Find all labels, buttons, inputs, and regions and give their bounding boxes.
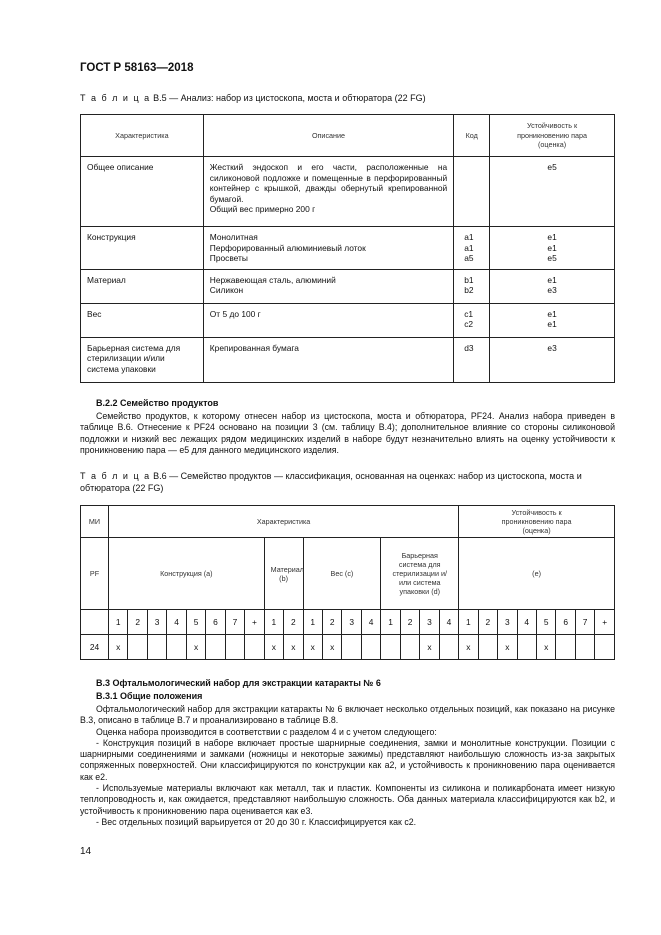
paragraph: Оценка набора производится в соответствии с разделом 4 и с учетом следующего: [96, 726, 437, 737]
section-b3-title: В.3 Офтальмологический набор для экстракции катаракты № 6 [96, 678, 381, 688]
rating-line: е5 [547, 253, 557, 263]
cell-description [203, 157, 453, 227]
paragraph: Семейство продуктов, к которому отнесен набор из цистоскопа, моста и обтюратора, PF24. Анализ набора приведен в таблице В.6. Отнесение к PF24 основано на позиции 3 (см. таблицу В.4); дополнительное влияние со стороны силиконовой подложки и низкий вес лежащих рядом медицинских изделий в наборе будут незначительно влиять на оценку устойчивости к проникновению пара — е5 для данного медицинского изделия. [80, 411, 615, 455]
mark-cell: x [420, 635, 439, 660]
cell-rating [490, 337, 615, 382]
mark-cell [556, 635, 575, 660]
mark-cell [225, 635, 244, 660]
rating-line: е3 [547, 342, 557, 353]
table-b5-caption-text: В.5 — Анализ: набор из цистоскопа, моста и обтюратора (22 FG) [153, 93, 426, 103]
rating-line: е1 [547, 308, 557, 319]
cell-characteristic: Конструкция [81, 227, 204, 270]
section-b22-title: В.2.2 Семейство продуктов [96, 398, 219, 408]
header-characteristic: Характеристика [109, 506, 459, 538]
description-line: Общий вес примерно 200 г [209, 204, 316, 214]
cell-description [203, 227, 453, 270]
cell-rating [490, 157, 615, 227]
code-line: с1 [464, 308, 474, 319]
mark-cell [167, 635, 186, 660]
table-b5-caption-prefix: Т а б л и ц а [80, 93, 151, 103]
cell-code [454, 337, 490, 382]
column-number: 3 [147, 610, 166, 635]
mark-cell: x [498, 635, 517, 660]
column-number: 4 [517, 610, 536, 635]
cell-description [203, 303, 453, 337]
code-line: а1 [464, 242, 474, 253]
mark-cell [439, 635, 458, 660]
cell-rating [490, 227, 615, 270]
mark-cell: x [186, 635, 205, 660]
description-line: Силикон [209, 285, 244, 295]
mark-cell: x [303, 635, 322, 660]
column-number: 6 [206, 610, 225, 635]
table-row [81, 227, 615, 270]
section-b22-body [80, 411, 615, 456]
column-number: 7 [575, 610, 594, 635]
code-line: b1 [464, 274, 474, 285]
mark-cell [595, 635, 615, 660]
column-number: 7 [225, 610, 244, 635]
description-line: Жесткий эндоскоп и его части, расположенные на силиконовой подложке и помещенные в перфорированный контейнер с крышкой, дважды обернутый крепированной бумагой. [209, 162, 448, 204]
column-number: 6 [556, 610, 575, 635]
group-header: Барьерная система для стерилизации и/или система упаковки (d) [381, 538, 459, 610]
code-line: с2 [464, 319, 474, 329]
mark-cell: x [109, 635, 128, 660]
mark-cell [128, 635, 147, 660]
cell-code [454, 227, 490, 270]
mark-cell [342, 635, 361, 660]
rating-line: е1 [547, 242, 557, 253]
table-b6-caption-text: В.6 — Семейство продуктов — классификация, основанная на оценках: набор из цистоскопа, моста и обтюратора (22 FG) [80, 471, 582, 493]
mark-cell [147, 635, 166, 660]
description-line: Нержавеющая сталь, алюминий [209, 274, 336, 285]
cell-rating [490, 269, 615, 303]
column-number: 1 [303, 610, 322, 635]
column-number: 1 [264, 610, 283, 635]
document-header: ГОСТ Р 58163—2018 [80, 62, 194, 74]
table-b6-caption [80, 470, 620, 494]
code-line: b2 [464, 285, 474, 295]
column-number: 2 [128, 610, 147, 635]
cell-code [454, 269, 490, 303]
description-line: Монолитная [209, 232, 258, 242]
header-rating: Устойчивость к проникновению пара (оценка) [490, 115, 615, 157]
header-description: Описание [203, 115, 453, 157]
cell-code [454, 303, 490, 337]
cell-characteristic: Материал [81, 269, 204, 303]
group-header: Материал (b) [264, 538, 303, 610]
description-line: Крепированная бумага [209, 342, 299, 353]
mark-cell: x [284, 635, 303, 660]
mark-cell [517, 635, 536, 660]
table-row [81, 157, 615, 227]
table-b5 [80, 114, 615, 383]
column-number: 4 [167, 610, 186, 635]
rating-line: е1 [547, 232, 557, 242]
rating-line: е3 [547, 285, 557, 295]
mark-cell [381, 635, 400, 660]
column-number: 2 [400, 610, 419, 635]
column-number: 1 [381, 610, 400, 635]
column-number: 2 [284, 610, 303, 635]
column-number: 3 [342, 610, 361, 635]
column-number: 2 [322, 610, 341, 635]
table-b5-caption [80, 92, 620, 104]
column-number: 5 [536, 610, 555, 635]
column-number: 5 [186, 610, 205, 635]
pf-value: 24 [81, 635, 109, 660]
cell-description [203, 269, 453, 303]
column-number: 1 [459, 610, 478, 635]
header-rating: Устойчивость к проникновению пара (оценка) [459, 506, 615, 538]
blank-cell [81, 610, 109, 635]
code-line: а1 [464, 232, 474, 242]
table-row [81, 337, 615, 382]
table-row [81, 303, 615, 337]
paragraph: - Конструкция позиций в наборе включает простые шарнирные соединения, замки и монолитные конструкции. Позиции с шарнирными соединениями и замками (ножницы и некоторые зажимы) представляют наибольшую сложность из-за закрытых сопряженных поверхностей. Они классифицируются по конструкции как а2, и устойчивость к проникновению пара оценивается как е2. [80, 737, 615, 782]
cell-description [203, 337, 453, 382]
table-row [81, 269, 615, 303]
column-number: 4 [361, 610, 380, 635]
table-b6 [80, 505, 615, 660]
rating-line: е5 [547, 162, 557, 172]
cell-characteristic: Барьерная система для стерилизации и/или система упаковки [81, 337, 204, 382]
column-number: + [595, 610, 615, 635]
header-characteristic: Характеристика [81, 115, 204, 157]
mark-cell [575, 635, 594, 660]
page-number: 14 [80, 846, 92, 857]
cell-characteristic: Вес [81, 303, 204, 337]
code-line: d3 [464, 342, 474, 353]
section-b31-title: В.3.1 Общие положения [96, 691, 203, 701]
mark-cell: x [322, 635, 341, 660]
group-header: Вес (с) [303, 538, 381, 610]
description-line: Перфорированный алюминиевый лоток [209, 242, 366, 253]
column-number: 3 [498, 610, 517, 635]
rating-line: е1 [547, 319, 557, 329]
description-line: Просветы [209, 253, 248, 263]
header-pf: PF [81, 538, 109, 610]
column-number: 2 [478, 610, 497, 635]
cell-code [454, 157, 490, 227]
mark-cell [245, 635, 264, 660]
paragraph: Офтальмологический набор для экстракции катаракты № 6 включает несколько отдельных позиций, как показано на рисунке В.3, описано в таблице В.7 и проанализировано в таблице В.8. [80, 704, 615, 726]
rating-line: е1 [547, 274, 557, 285]
mark-cell [478, 635, 497, 660]
mark-cell: x [536, 635, 555, 660]
header-code: Код [454, 115, 490, 157]
column-number: 1 [109, 610, 128, 635]
paragraph: - Используемые материалы включают как металл, так и пластик. Компоненты из силикона и поликарбоната имеет низкую теплопроводность и, как ожидается, представляют наибольшую сложность. Оба данных материала классифицируются как b2, и устойчивость к проникновению пара оценивается как е3. [80, 783, 615, 816]
description-line: От 5 до 100 г [209, 308, 261, 319]
mark-cell: x [264, 635, 283, 660]
paragraph: - Вес отдельных позиций варьируется от 20 до 30 г. Классифицируется как с2. [96, 816, 417, 827]
mark-cell [206, 635, 225, 660]
mark-cell [361, 635, 380, 660]
column-number: 3 [420, 610, 439, 635]
section-b31-body [80, 704, 615, 828]
mark-cell: x [459, 635, 478, 660]
column-number: + [245, 610, 264, 635]
cell-rating [490, 303, 615, 337]
column-number: 4 [439, 610, 458, 635]
group-header: (е) [459, 538, 615, 610]
header-medical-device: МИ [81, 506, 109, 538]
cell-characteristic: Общее описание [81, 157, 204, 227]
table-b6-caption-prefix: Т а б л и ц а [80, 471, 151, 481]
group-header: Конструкция (а) [109, 538, 265, 610]
code-line: а5 [464, 253, 474, 263]
mark-cell [400, 635, 419, 660]
